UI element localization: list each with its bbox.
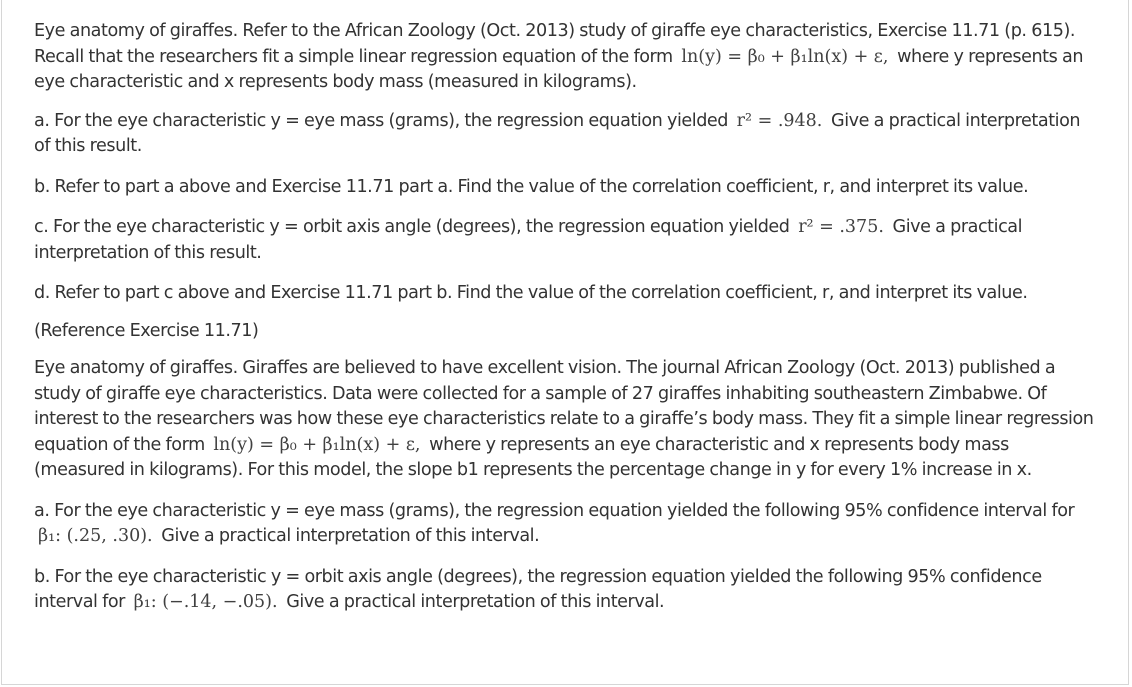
part-a-formula: r² = .948. bbox=[736, 110, 823, 131]
question-card bbox=[1, 0, 1129, 685]
part-c-formula: r² = .375. bbox=[798, 217, 884, 237]
part-c-text-after: Give a practical interpretation of this result. bbox=[34, 217, 1023, 263]
part-d-paragraph: d. Refer to part c above and Exercise 11.71 part b. Find the value of the correlation coefficient, r, and interpret its value. bbox=[34, 283, 1028, 303]
part-a-text-before: a. For the eye characteristic y = eye mass (grams), the regression equation yielded bbox=[34, 110, 729, 131]
intro-formula: ln(y) = β₀ + β₁ln(x) + ε, bbox=[681, 46, 889, 67]
part-c-paragraph bbox=[34, 215, 1094, 266]
reference-text-after: where y represents an eye characteristic and x represents body mass (measured in kilograms). For this model, the slope b1 represents the percentage change in y for every 1% increase in x. bbox=[34, 434, 1032, 480]
ref-part-b-formula: β₁: (−.14, −.05). bbox=[133, 592, 278, 612]
ref-part-a-paragraph bbox=[34, 499, 1094, 550]
reference-label: (Reference Exercise 11.71) bbox=[34, 320, 259, 341]
ref-part-a-formula: β₁: (.25, .30). bbox=[38, 526, 153, 546]
part-a-paragraph bbox=[34, 109, 1094, 160]
question-content bbox=[34, 19, 1094, 616]
reference-text-before: Eye anatomy of giraffes. Giraffes are believed to have excellent vision. The journal African Zoology (Oct. 2013) published a study of giraffe eye characteristics. Data were collected for a sample of 27 giraffes inhabiting southeastern Zimbabwe. Of interest to the researchers was how these eye characteristics relate to a giraffe’s body mass. They fit a simple linear regression equation of the form bbox=[34, 358, 1094, 455]
part-c-text-before: c. For the eye characteristic y = orbit axis angle (degrees), the regression equation yielded bbox=[34, 217, 790, 237]
ref-part-b-text-after: Give a practical interpretation of this interval. bbox=[286, 592, 665, 612]
ref-part-b-text-before: b. For the eye characteristic y = orbit axis angle (degrees), the regression equation yielded the following 95% confidence interval for bbox=[34, 566, 1042, 612]
ref-part-a-text-after: Give a practical interpretation of this interval. bbox=[161, 526, 540, 546]
part-b-paragraph: b. Refer to part a above and Exercise 11.71 part a. Find the value of the correlation coefficient, r, and interpret its value. bbox=[34, 176, 1029, 197]
intro-paragraph bbox=[34, 19, 1094, 96]
reference-paragraph bbox=[34, 356, 1094, 484]
intro-text-after: where y represents an eye characteristic and x represents body mass (measured in kilograms). bbox=[34, 46, 1084, 92]
ref-part-b-paragraph bbox=[34, 565, 1094, 616]
part-a-text-after: Give a practical interpretation of this result. bbox=[34, 110, 1081, 156]
ref-part-a-text-before: a. For the eye characteristic y = eye mass (grams), the regression equation yielded the following 95% confidence interval for bbox=[34, 500, 1075, 521]
intro-text-before: Eye anatomy of giraffes. Refer to the African Zoology (Oct. 2013) study of giraffe eye characteristics, Exercise 11.71 (p. 615). Recall that the researchers fit a simple linear regression equation of the form bbox=[34, 21, 1075, 67]
reference-formula: ln(y) = β₀ + β₁ln(x) + ε, bbox=[213, 434, 421, 455]
